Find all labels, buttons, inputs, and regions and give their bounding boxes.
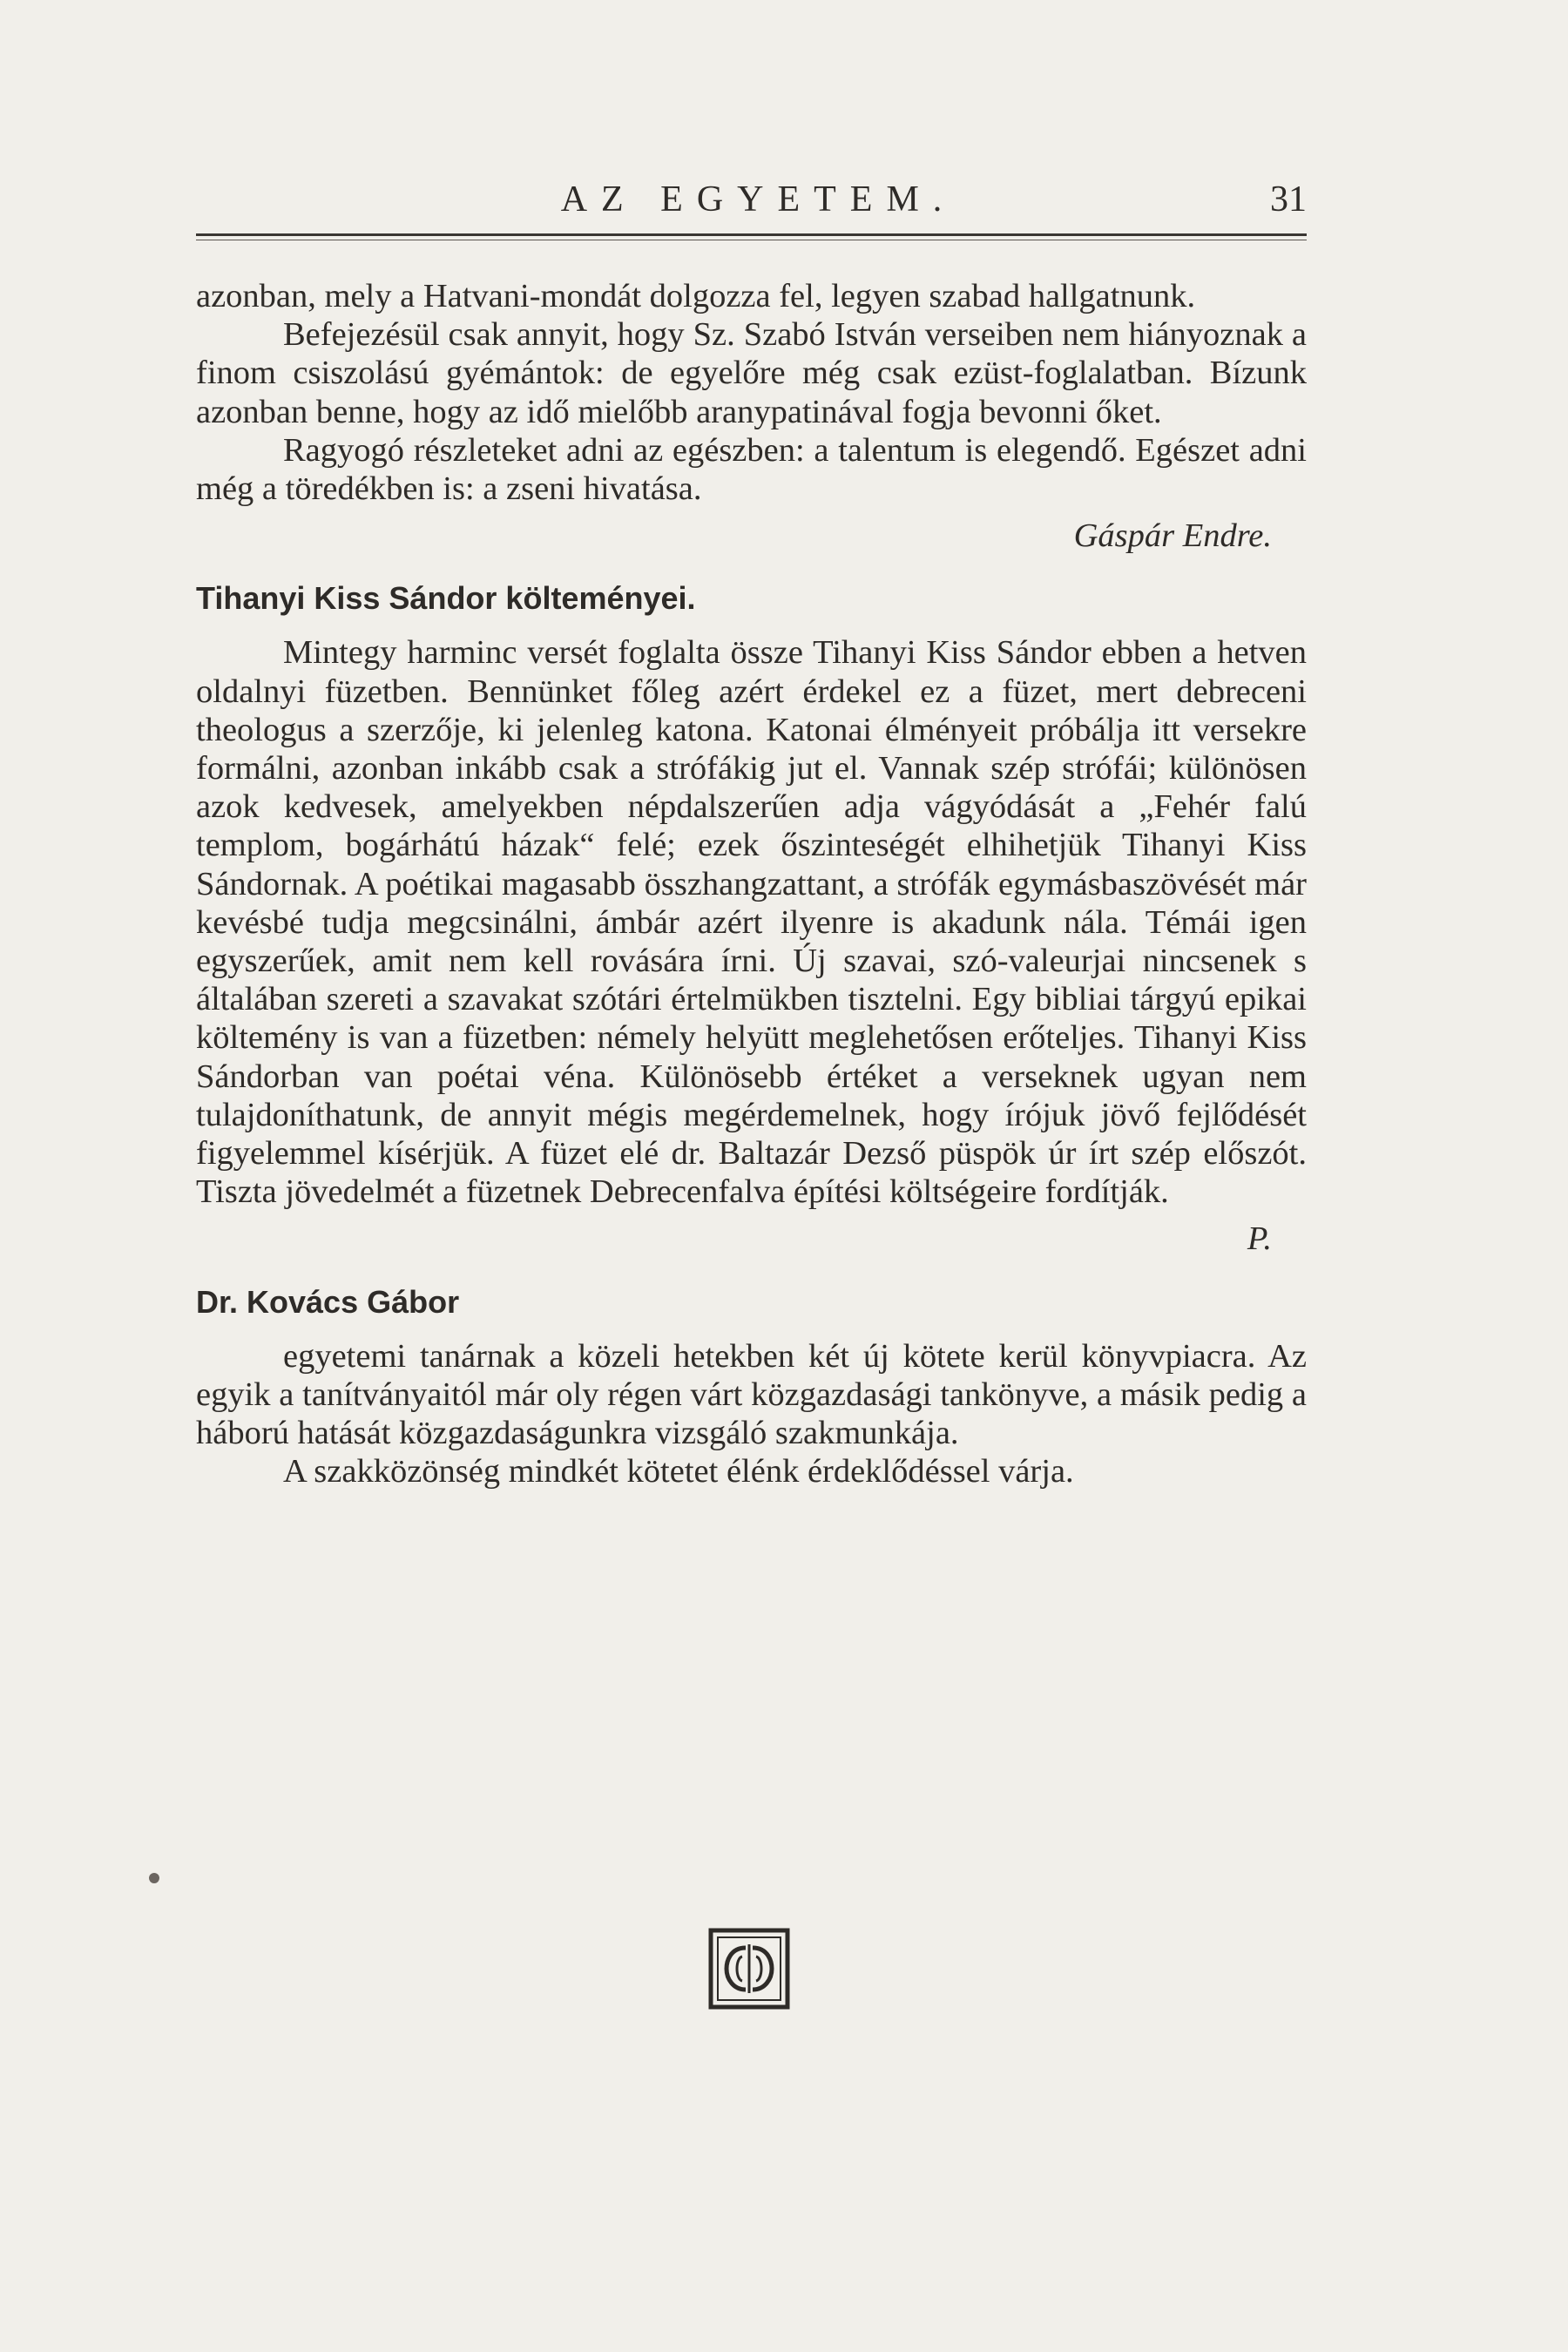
author-signature: P. [1247, 1220, 1272, 1258]
header-rule [196, 233, 1307, 236]
page-number: 31 [1270, 179, 1307, 220]
running-header [196, 179, 1307, 231]
section-heading: Tihanyi Kiss Sándor költeményei. [196, 580, 696, 617]
ink-dot [149, 1873, 159, 1883]
paragraph: egyetemi tanárnak a közeli hetekben két új kötete kerül könyvpiacra. Az egyik a tanítványaitól már oly régen várt közgazdasági tankönyve, a másik pedig a háború hatását közgazdaságunkra vizsgáló szakmunkája. [196, 1337, 1307, 1452]
section-heading: Dr. Kovács Gábor [196, 1283, 460, 1320]
paragraph: Befejezésül csak annyit, hogy Sz. Szabó István verseiben nem hiányoznak a finom csiszolású gyémántok: de egyelőre még csak ezüst-foglalatban. Bízunk azonban benne, hogy az idő mielőbb aranypatinával fogja bevonni őket. [196, 316, 1307, 430]
page-body [196, 277, 1307, 1490]
author-signature: Gáspár Endre. [1073, 517, 1272, 555]
printer-ornament-icon [707, 1927, 791, 2011]
paragraph: Ragyogó részleteket adni az egészben: a talentum is elegendő. Egészet adni még a töredékben is: a zseni hivatása. [196, 431, 1307, 508]
paragraph: A szakközönség mindkét kötetet élénk érdeklődéssel várja. [283, 1453, 1074, 1490]
journal-title: AZ EGYETEM. [560, 179, 956, 220]
paragraph: azonban, mely a Hatvani-mondát dolgozza fel, legyen szabad hallgatnunk. [196, 278, 1196, 314]
paragraph: Mintegy harminc versét foglalta össze Tihanyi Kiss Sándor ebben a hetven oldalnyi füzetben. Bennünket főleg azért érdekel ez a füzet, mert debreceni theologus a szerzője, ki jelenleg katona. Katonai élményeit próbálja itt versekre formálni, azonban inkább csak a strófákig jut el. Vannak szép strófái; különösen azok kedvesek, amelyekben népdalszerűen adja vágyódását a „Fehér falú templom, bogárhátú házak“ felé; ezek őszinteségét elhihetjük Tihanyi Kiss Sándornak. A poétikai magasabb összhangzattant, a strófák egymásbaszövését már kevésbé tudja megcsinálni, ámbár azért ilyenre is akadunk nála. Témái igen egyszerűek, amit nem kell rovására írni. Új szavai, szó-valeurjai nincsenek s általában szereti a szavakat szótári értelmükben tisztelni. Egy bibliai tárgyú epikai költemény is van a füzetben: némely helyütt meglehetősen erőteljes. Tihanyi Kiss Sándorban van poétai véna. Különösebb értéket a verseknek ugyan nem tulajdoníthatunk, de annyit mégis megérdemelnek, hogy írójuk jövő fejlődését figyelemmel kísérjük. A füzet elé dr. Baltazár Dezső püspök úr írt szép előszót. Tiszta jövedelmét a füzetnek Debrecenfalva építési költségeire fordítják. [196, 634, 1307, 1211]
